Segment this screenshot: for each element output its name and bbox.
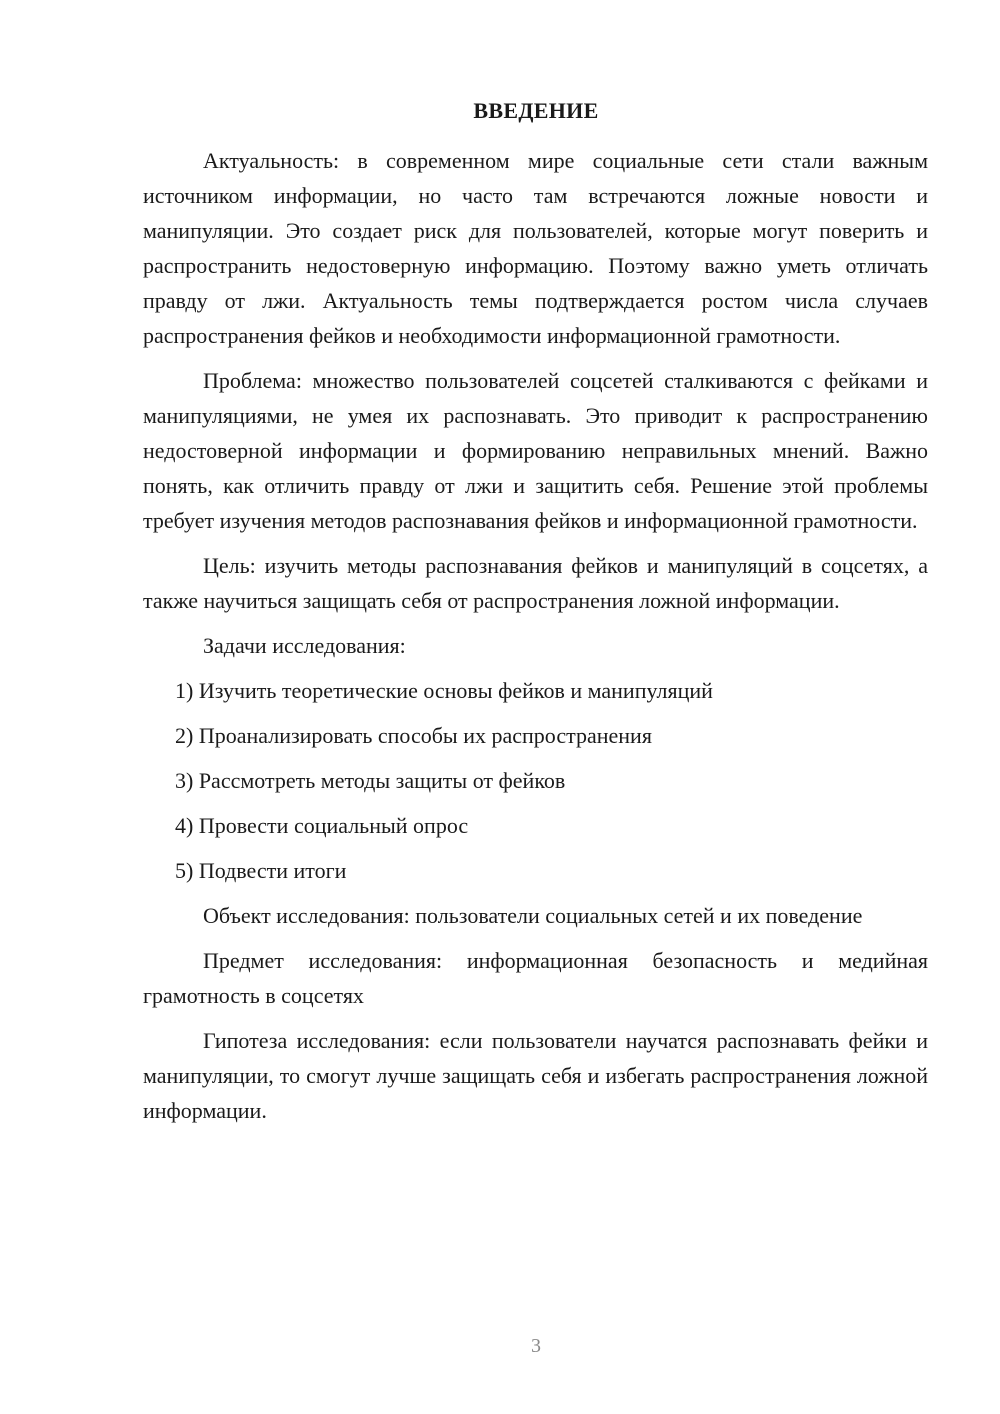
tasks-list <box>143 673 928 888</box>
object-paragraph: Объект исследования: пользователи социальных сетей и их поведение <box>203 903 863 928</box>
document-body <box>143 143 928 1138</box>
hypothesis-paragraph: Гипотеза исследования: если пользователи научатся распознавать фейки и манипуляции, то смогут лучше защищать себя и избегать распространения ложной информации. <box>143 1028 928 1123</box>
task-item: 1) Изучить теоретические основы фейков и манипуляций <box>175 678 713 703</box>
section-title: ВВЕДЕНИЕ <box>473 98 599 123</box>
task-item: 3) Рассмотреть методы защиты от фейков <box>175 768 566 793</box>
task-item: 2) Проанализировать способы их распространения <box>175 723 652 748</box>
task-item: 4) Провести социальный опрос <box>175 813 469 838</box>
subject-paragraph: Предмет исследования: информационная безопасность и медийная грамотность в соцсетях <box>143 948 928 1008</box>
task-item: 5) Подвести итоги <box>175 858 347 883</box>
problem-paragraph: Проблема: множество пользователей соцсетей сталкиваются с фейками и манипуляциями, не умея их распознавать. Это приводит к распространению недостоверной информации и формированию неправильных мнений. Важно понять, как отличить правду от лжи и защитить себя. Решение этой проблемы требует изучения методов распознавания фейков и информационной грамотности. <box>143 368 928 533</box>
page-number: 3 <box>531 1335 541 1357</box>
tasks-heading: Задачи исследования: <box>203 633 406 658</box>
relevance-paragraph: Актуальность: в современном мире социальные сети стали важным источником информации, но часто там встречаются ложные новости и манипуляции. Это создает риск для пользователей, которые могут поверить и распространить недостоверную информацию. Поэтому важно уметь отличать правду от лжи. Актуальность темы подтверждается ростом числа случаев распространения фейков и необходимости информационной грамотности. <box>143 148 928 348</box>
goal-paragraph: Цель: изучить методы распознавания фейков и манипуляций в соцсетях, а также научиться защищать себя от распространения ложной информации. <box>143 553 928 613</box>
